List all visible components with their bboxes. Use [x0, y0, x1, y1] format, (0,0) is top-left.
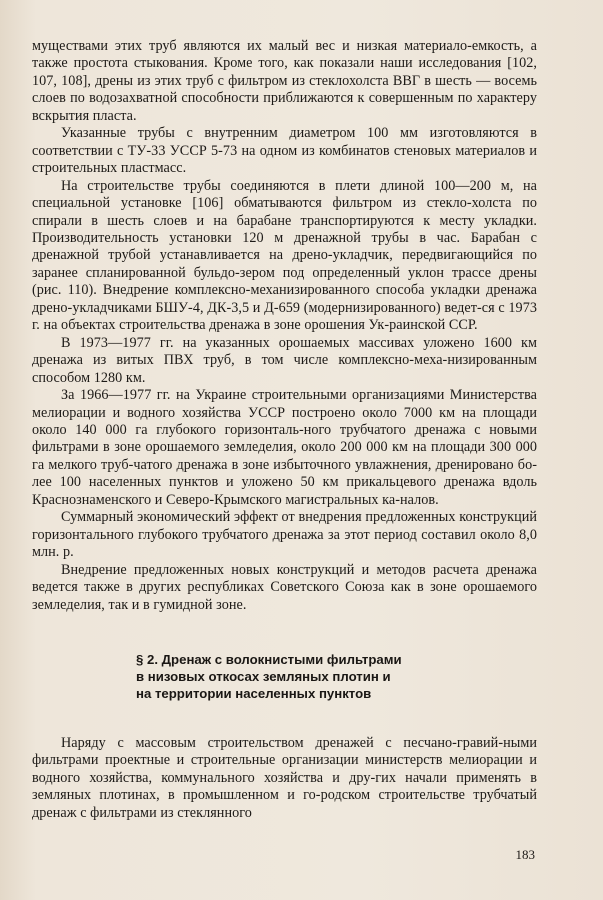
- paragraph-7: Внедрение предложенных новых конструкций и методов расчета дренажа ведется также в других республиках Советского Союза как в зоне орошаемого земледелия, так и в гумидной зоне.: [32, 561, 537, 613]
- paragraph-1: муществами этих труб являются их малый вес и низкая материало-емкость, а также простота стыкования. Кроме того, как показали наши исследования [102, 107, 108], дрены из этих труб с фильтром из стеклохолста ВВГ в шесть — восемь слоев по водозахватной способности приближаются к совершенным по характеру вскрытия пласта.: [32, 38, 537, 124]
- section-heading-line-3: на территории населенных пунктов: [136, 685, 372, 701]
- page-number: 183: [515, 847, 535, 862]
- paragraph-5: За 1966—1977 гг. на Украине строительными организациями Министерства мелиорации и водного хозяйства УССР построено около 7000 км на площади около 140 000 га глубокого горизонталь-ного трубчатого дренажа с новыми фильтрами в зоне орошаемого земледелия, около 200 000 км на площади 300 000 га мелкого труб-чатого дренажа в зоне избыточного увлажнения, дренировано бо-лее 100 населенных пунктов и уложено 50 км прикальцевого дренажа вдоль Краснознаменского и Северо-Крымского магистральных ка-налов.: [32, 387, 537, 508]
- paragraph-6: Суммарный экономический эффект от внедрения предложенных конструкций горизонтального глубокого трубчатого дренажа за этот период составил около 8,0 млн. р.: [32, 509, 537, 561]
- paragraph-2: Указанные трубы с внутренним диаметром 100 мм изготовляются в соответствии с ТУ-33 УССР 5-73 на одном из комбинатов стеновых материалов и строительных пластмасс.: [32, 125, 537, 177]
- paragraph-4: В 1973—1977 гг. на указанных орошаемых массивах уложено 1600 км дренажа из витых ПВХ труб, в том числе комплексно-меха-низированным способом 1280 км.: [32, 334, 537, 386]
- section-heading: [136, 651, 537, 702]
- section-heading-line-2: в низовых откосах земляных плотин и: [136, 668, 391, 684]
- section-heading-line-1: § 2. Дренаж с волокнистыми фильтрами: [136, 651, 402, 667]
- body-text: [32, 38, 537, 614]
- section-paragraph: Наряду с массовым строительством дренажей с песчано-гравий-ными фильтрами проектные и строительные организации министерств мелиорации и водного хозяйства, коммунального хозяйства и дру-гих начали применять в земляных плотинах, в промышленном и го-родском строительстве трубчатый дренаж с фильтрами из стеклянного: [32, 734, 537, 821]
- paragraph-3: На строительстве трубы соединяются в плети длиной 100—200 м, на специальной установке [106] обматываются фильтром из стекло-холста по спирали в шесть слоев и на барабане транспортируются к месту укладки. Производительность установки 120 м дренажной трубы в час. Барабан с дренажной трубой устанавливается на дрено-укладчик, передвигающийся по заранее спланированной бульдо-зером под определенный уклон трассе дрены (рис. 110). Внедрение комплексно-механизированного способа укладки дренажа дрено-укладчиками БШУ-4, ДК-3,5 и Д-659 (модернизированного) ведет-ся с 1973 г. на объектах строительства дренажа в зоне орошения Ук-раинской ССР.: [32, 177, 537, 334]
